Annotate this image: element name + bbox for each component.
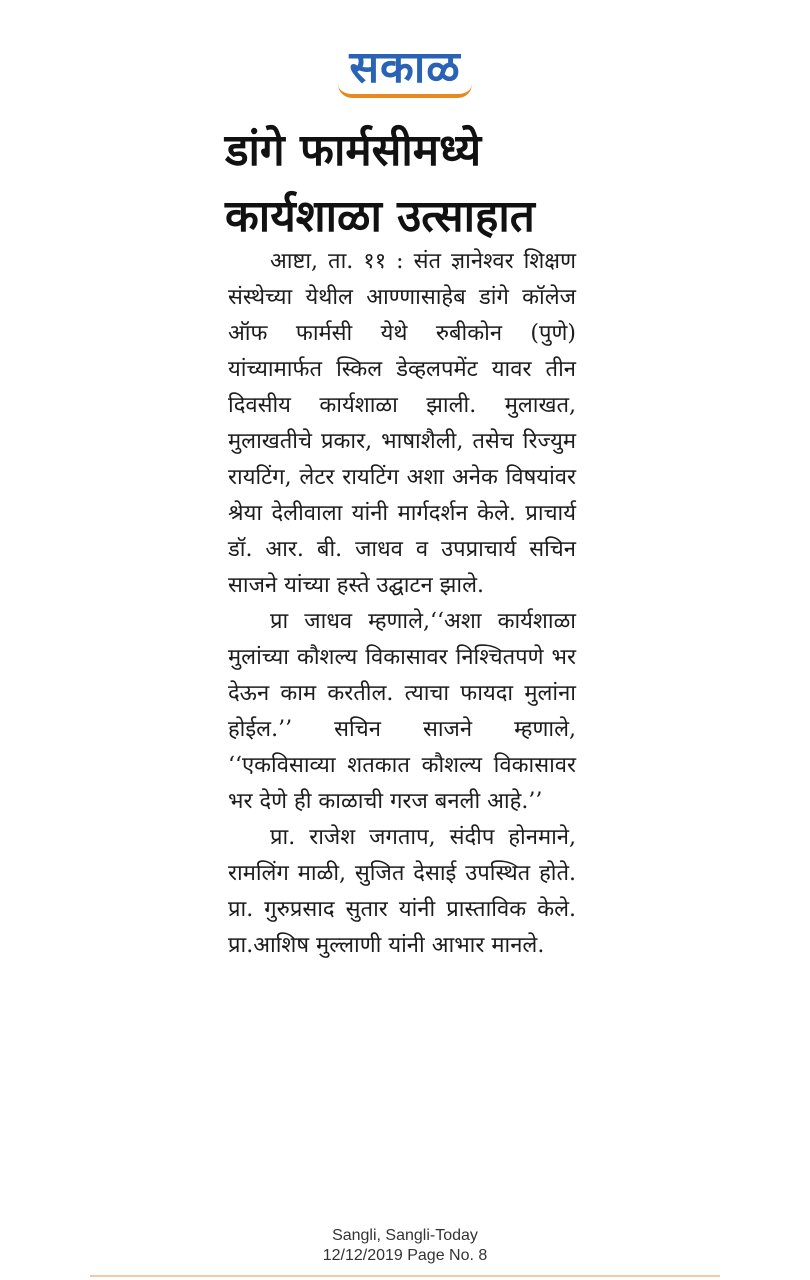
article-paragraph: प्रा. राजेश जगताप, संदीप होनमाने, रामलिंग माळी, सुजित देसाई उपस्थित होते. प्रा. गुरुप्रसाद सुतार यांनी प्रास्ताविक केले. प्रा.आशिष मुल्लाणी यांनी आभार मानले. <box>228 825 576 958</box>
clipping-footer <box>0 1226 810 1266</box>
article-headline <box>225 118 585 250</box>
article-paragraph: आष्टा, ता. ११ : संत ज्ञानेश्वर शिक्षण संस्थेच्या येथील आण्णासाहेब डांगे कॉलेज ऑफ फार्मसी येथे रुबीकोन (पुणे) यांच्यामार्फत स्किल डेव्हलपमेंट यावर तीन दिवसीय कार्यशाळा झाली. मुलाखत, मुलाखतीचे प्रकार, भाषाशैली, तसेच रिज्युम रायटिंग, लेटर रायटिंग अशा अनेक विषयांवर श्रेया देलीवाला यांनी मार्गदर्शन केले. प्राचार्य डॉ. आर. बी. जाधव व उपप्राचार्य सचिन साजने यांच्या हस्ते उद्घाटन झाले. <box>228 249 576 598</box>
footer-divider <box>90 1275 720 1277</box>
article-body <box>228 244 576 964</box>
headline-line-2: कार्यशाळा उत्साहात <box>225 191 535 242</box>
footer-source: Sangli, Sangli-Today <box>332 1227 478 1244</box>
article-paragraph: प्रा जाधव म्हणाले,‘‘अशा कार्यशाळा मुलांच्या कौशल्य विकासावर निश्चितपणे भर देऊन काम करतील. त्याचा फायदा मुलांना होईल.’’ सचिन साजने म्हणाले, ‘‘एकविसाव्या शतकात कौशल्य विकासावर भर देणे ही काळाची गरज बनली आहे.’’ <box>228 609 576 814</box>
masthead-swoosh-decoration <box>338 84 472 98</box>
newspaper-masthead-logo: सकाळ <box>349 42 461 93</box>
headline-line-1: डांगे फार्मसीमध्ये <box>225 125 482 176</box>
footer-date-page: 12/12/2019 Page No. 8 <box>322 1247 488 1264</box>
